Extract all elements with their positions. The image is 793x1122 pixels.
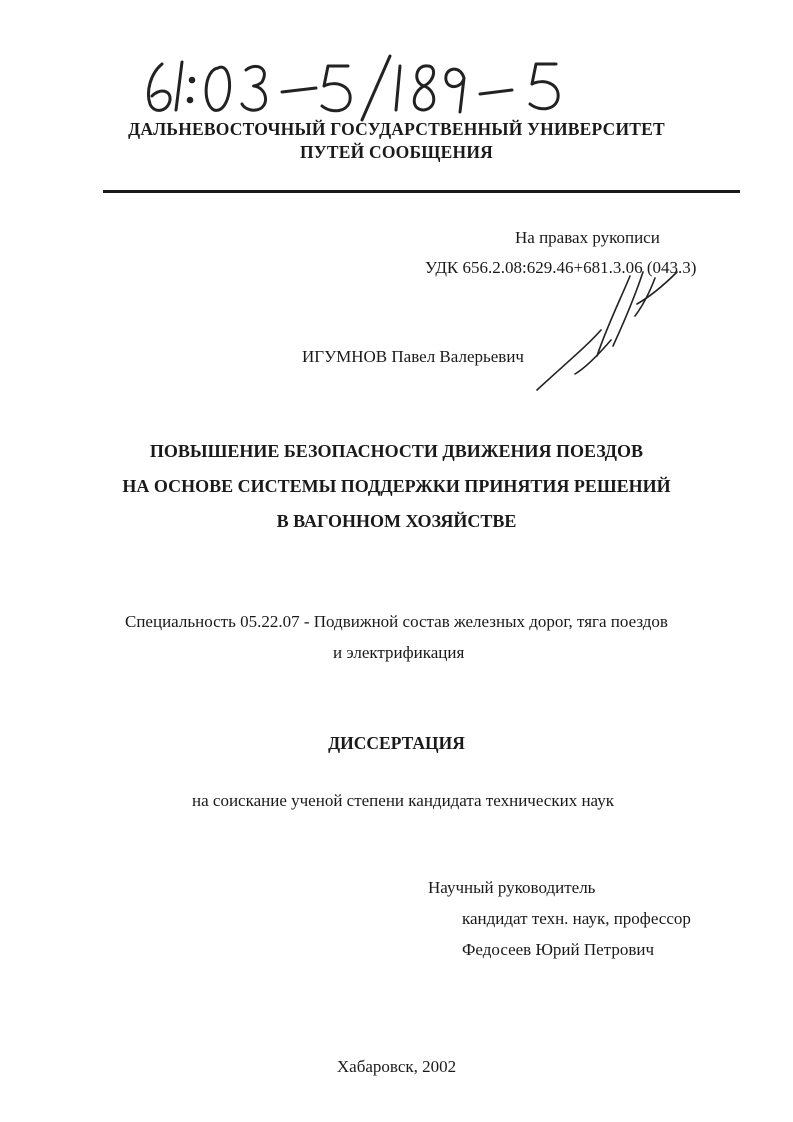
specialty-line1: Специальность 05.22.07 - Подвижной состав железных дорог, тяга поездов bbox=[125, 612, 668, 631]
document-type: ДИССЕРТАЦИЯ bbox=[328, 733, 465, 753]
udc-code: УДК 656.2.08:629.46+681.3.06 (043.3) bbox=[425, 258, 697, 277]
header-divider bbox=[103, 190, 740, 193]
place-and-year: Хабаровск, 2002 bbox=[336, 1057, 457, 1076]
handwritten-archive-number bbox=[140, 52, 570, 122]
supervisor-degree: кандидат техн. наук, профессор bbox=[462, 909, 691, 928]
degree-statement: на соискание ученой степени кандидата технических наук bbox=[192, 791, 615, 810]
thesis-title-line2: НА ОСНОВЕ СИСТЕМЫ ПОДДЕРЖКИ ПРИНЯТИЯ РЕШЕНИЙ bbox=[122, 476, 671, 496]
rights-note: На правах рукописи bbox=[515, 228, 660, 247]
thesis-title-line1: ПОВЫШЕНИЕ БЕЗОПАСНОСТИ ДВИЖЕНИЯ ПОЕЗДОВ bbox=[149, 441, 644, 461]
university-name-line1: ДАЛЬНЕВОСТОЧНЫЙ ГОСУДАРСТВЕННЫЙ УНИВЕРСИТЕТ bbox=[128, 119, 665, 139]
signature bbox=[525, 268, 685, 393]
specialty-line2: и электрификация bbox=[333, 643, 465, 662]
supervisor-label: Научный руководитель bbox=[428, 878, 596, 897]
author-name: ИГУМНОВ Павел Валерьевич bbox=[302, 347, 524, 366]
university-name-line2: ПУТЕЙ СООБЩЕНИЯ bbox=[300, 142, 493, 162]
supervisor-name: Федосеев Юрий Петрович bbox=[462, 940, 654, 959]
thesis-title-line3: В ВАГОННОМ ХОЗЯЙСТВЕ bbox=[276, 511, 517, 531]
